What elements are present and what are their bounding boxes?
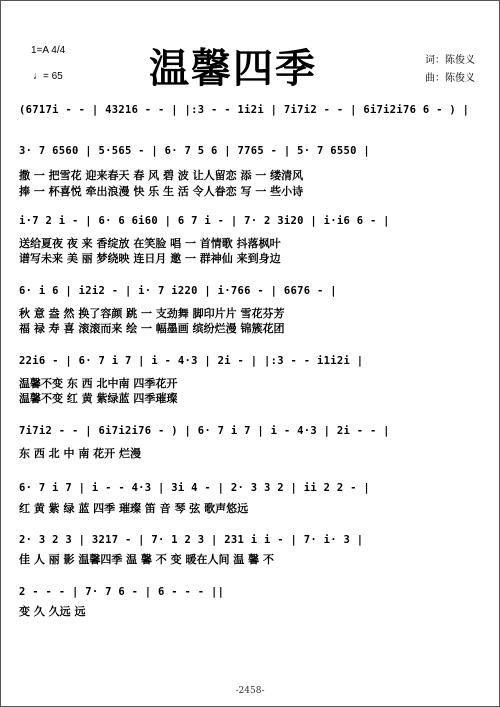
composer-credit: 曲：陈俊义 <box>425 73 475 84</box>
tempo-marking: ♩= 65 <box>33 71 63 82</box>
lyric-line-2-1: 撒 一 把雪花 迎来春天 春 风 碧 波 让人留恋 添 一 缕清风 <box>19 169 304 182</box>
lyric-line-3-1: 送给夏夜 夜 来 香绽放 在笑脸 唱 一 首情歌 抖落枫叶 <box>19 237 281 250</box>
lyric-line-2-2: 捧 一 杯喜悦 牵出浪漫 快 乐 生 活 令人眷恋 写 一 些小诗 <box>19 185 304 198</box>
lyric-line-3-2: 谱写未来 美 丽 梦绕映 连日月 邀 一 群神仙 来到身边 <box>19 252 281 265</box>
notation-line-2: 3· 7 6560 | 5·565 - | 6· 7 5 6 | 7765 - | 5· 7 6550 | <box>19 145 370 157</box>
notation-line-4: 6· i 6 | i2i2 - | i· 7 i220 | i·766 - | 6676 - | <box>19 285 337 297</box>
page-number: -2458- <box>235 686 265 696</box>
lyric-line-4-1: 秋 意 盎 然 换了容颜 跳 一 支劲舞 脚印片片 雪花芬芳 <box>19 307 285 320</box>
notation-line-7: 6· 7 i 7 | i - - 4·3 | 3i 4 - | 2· 3 3 2 | ii 2 2 - | <box>19 482 370 494</box>
lyric-line-9-1: 变 久 久远 远 <box>19 605 86 618</box>
lyric-line-7-1: 红 黄 紫 绿 蓝 四季 璀璨 笛 音 琴 弦 歌声悠远 <box>19 502 249 515</box>
notation-line-5: 22i6 - | 6· 7 i 7 | i - 4·3 | 2i - | |:3 - - i1i2i | <box>19 355 364 367</box>
key-signature: 1=A 4/4 <box>31 45 66 56</box>
lyric-line-5-2: 温馨不变 红 黄 紫绿蓝 四季璀璨 <box>19 392 178 405</box>
page-title: 温馨四季 <box>149 46 317 92</box>
lyric-line-5-1: 温馨不变 东 西 北中南 四季花开 <box>19 377 178 390</box>
notation-line-8: 2· 3 2 3 | 3217 - | 7· 1 2 3 | 231 i i - | 7· i· 3 | <box>19 534 364 546</box>
notation-line-3: i·7 2 i - | 6· 6 6i60 | 6 7 i - | 7· 2 3i20 | i·i6 6 - | <box>19 215 390 227</box>
notation-line-9: 2 - - - | 7· 7 6 - | 6 - - - || <box>19 586 225 598</box>
notation-line-6: 7i7i2 - - | 6i7i2i76 - ) | 6· 7 i 7 | i - 4·3 | 2i - - | <box>19 425 390 437</box>
lyric-line-6-1: 东 西 北 中 南 花开 烂漫 <box>19 447 141 460</box>
notation-line-1: (6717i - - | 43216 - - | |:3 - - 1i2i | 7i7i2 - - | 6i7i2i76 6 - ) | <box>19 104 470 116</box>
lyric-line-4-2: 福 禄 寿 喜 滚滚而来 绘 一 幅墨画 缤纷烂漫 锦簇花团 <box>19 322 285 335</box>
lyricist-credit: 词：陈俊义 <box>425 55 475 66</box>
lyric-line-8-1: 佳 人 丽 影 温馨四季 温 馨 不 变 暖在人间 温 馨 不 <box>19 553 274 566</box>
